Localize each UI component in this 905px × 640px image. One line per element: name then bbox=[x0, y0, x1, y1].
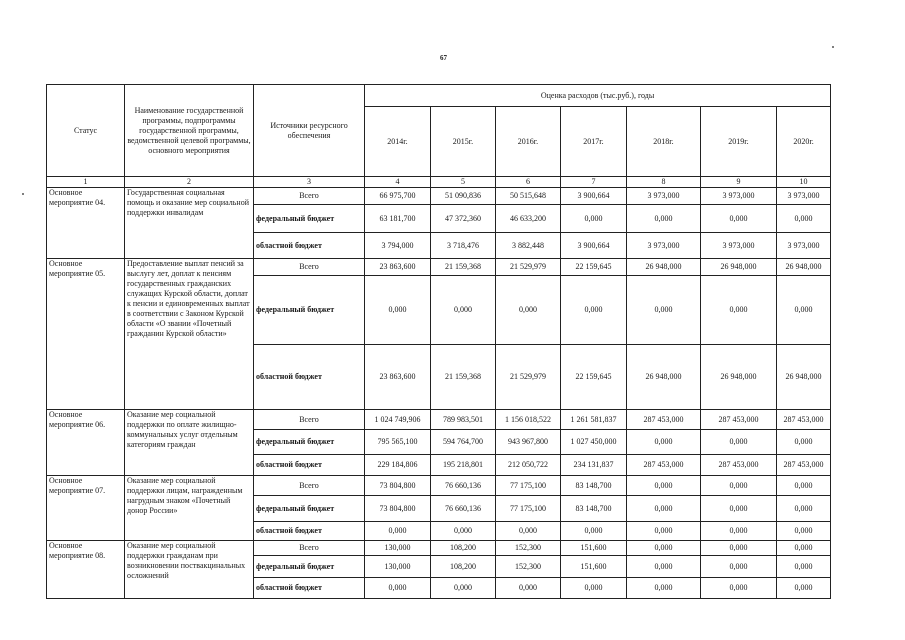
amount-cell: 0,000 bbox=[701, 430, 777, 455]
amount-cell: 0,000 bbox=[561, 522, 627, 541]
amount-cell: 234 131,837 bbox=[561, 455, 627, 476]
header-year: 2016г. bbox=[496, 107, 561, 177]
amount-cell: 287 453,000 bbox=[701, 410, 777, 430]
measure-status: Основное мероприятие 05. bbox=[47, 259, 125, 410]
amount-cell: 287 453,000 bbox=[627, 455, 701, 476]
funding-source: Всего bbox=[254, 259, 365, 276]
amount-cell: 26 948,000 bbox=[701, 259, 777, 276]
amount-cell: 73 804,800 bbox=[365, 476, 431, 496]
header-year: 2014г. bbox=[365, 107, 431, 177]
amount-cell: 76 660,136 bbox=[431, 476, 496, 496]
measure-name: Оказание мер социальной поддержки лицам, награжденным нагрудным знаком «Почетный донор России» bbox=[125, 476, 254, 541]
amount-cell: 21 159,368 bbox=[431, 345, 496, 410]
amount-cell: 66 975,700 bbox=[365, 188, 431, 205]
amount-cell: 63 181,700 bbox=[365, 205, 431, 233]
header-year: 2020г. bbox=[777, 107, 831, 177]
amount-cell: 26 948,000 bbox=[777, 345, 831, 410]
amount-cell: 21 159,368 bbox=[431, 259, 496, 276]
funding-source: областной бюджет bbox=[254, 233, 365, 259]
amount-cell: 83 148,700 bbox=[561, 496, 627, 522]
amount-cell: 22 159,645 bbox=[561, 259, 627, 276]
funding-source: Всего bbox=[254, 188, 365, 205]
funding-source: областной бюджет bbox=[254, 345, 365, 410]
amount-cell: 0,000 bbox=[777, 205, 831, 233]
funding-source: федеральный бюджет bbox=[254, 496, 365, 522]
amount-cell: 1 261 581,837 bbox=[561, 410, 627, 430]
funding-source: Всего bbox=[254, 476, 365, 496]
amount-cell: 1 027 450,000 bbox=[561, 430, 627, 455]
amount-cell: 0,000 bbox=[561, 578, 627, 599]
amount-cell: 108,200 bbox=[431, 541, 496, 556]
column-number: 9 bbox=[701, 177, 777, 188]
amount-cell: 3 882,448 bbox=[496, 233, 561, 259]
amount-cell: 0,000 bbox=[627, 522, 701, 541]
funding-source: областной бюджет bbox=[254, 522, 365, 541]
amount-cell: 3 973,000 bbox=[627, 188, 701, 205]
measure-status: Основное мероприятие 06. bbox=[47, 410, 125, 476]
amount-cell: 0,000 bbox=[627, 541, 701, 556]
table-row bbox=[47, 259, 831, 276]
header-status: Статус bbox=[47, 85, 125, 177]
scan-dot bbox=[832, 46, 834, 48]
amount-cell: 1 156 018,522 bbox=[496, 410, 561, 430]
amount-cell: 83 148,700 bbox=[561, 476, 627, 496]
amount-cell: 0,000 bbox=[701, 541, 777, 556]
amount-cell: 0,000 bbox=[777, 556, 831, 578]
funding-source: Всего bbox=[254, 410, 365, 430]
amount-cell: 0,000 bbox=[777, 430, 831, 455]
amount-cell: 21 529,979 bbox=[496, 345, 561, 410]
amount-cell: 0,000 bbox=[365, 276, 431, 345]
amount-cell: 3 973,000 bbox=[701, 233, 777, 259]
table-row bbox=[47, 476, 831, 496]
amount-cell: 26 948,000 bbox=[627, 259, 701, 276]
amount-cell: 0,000 bbox=[701, 496, 777, 522]
amount-cell: 287 453,000 bbox=[777, 455, 831, 476]
amount-cell: 3 718,476 bbox=[431, 233, 496, 259]
column-number: 7 bbox=[561, 177, 627, 188]
measure-status: Основное мероприятие 04. bbox=[47, 188, 125, 259]
measure-name: Оказание мер социальной поддержки гражданам при возникновении поствакцинальных осложнений bbox=[125, 541, 254, 599]
amount-cell: 287 453,000 bbox=[627, 410, 701, 430]
amount-cell: 22 159,645 bbox=[561, 345, 627, 410]
amount-cell: 0,000 bbox=[701, 556, 777, 578]
amount-cell: 0,000 bbox=[777, 578, 831, 599]
amount-cell: 77 175,100 bbox=[496, 496, 561, 522]
amount-cell: 3 973,000 bbox=[777, 188, 831, 205]
amount-cell: 0,000 bbox=[777, 476, 831, 496]
measure-status: Основное мероприятие 07. bbox=[47, 476, 125, 541]
amount-cell: 76 660,136 bbox=[431, 496, 496, 522]
amount-cell: 0,000 bbox=[365, 522, 431, 541]
amount-cell: 3 973,000 bbox=[701, 188, 777, 205]
amount-cell: 130,000 bbox=[365, 541, 431, 556]
amount-cell: 23 863,600 bbox=[365, 259, 431, 276]
amount-cell: 3 973,000 bbox=[627, 233, 701, 259]
amount-cell: 943 967,800 bbox=[496, 430, 561, 455]
header-year: 2015г. bbox=[431, 107, 496, 177]
column-number: 2 bbox=[125, 177, 254, 188]
amount-cell: 0,000 bbox=[496, 578, 561, 599]
funding-source: федеральный бюджет bbox=[254, 205, 365, 233]
header-name: Наименование государственной программы, подпрограммы государственной программы, ведомственной целевой программы, основного мероприятия bbox=[125, 85, 254, 177]
amount-cell: 795 565,100 bbox=[365, 430, 431, 455]
amount-cell: 594 764,700 bbox=[431, 430, 496, 455]
amount-cell: 0,000 bbox=[777, 496, 831, 522]
amount-cell: 0,000 bbox=[431, 578, 496, 599]
amount-cell: 151,600 bbox=[561, 541, 627, 556]
amount-cell: 0,000 bbox=[701, 522, 777, 541]
amount-cell: 0,000 bbox=[627, 205, 701, 233]
amount-cell: 46 633,200 bbox=[496, 205, 561, 233]
column-number: 3 bbox=[254, 177, 365, 188]
amount-cell: 0,000 bbox=[627, 430, 701, 455]
funding-source: федеральный бюджет bbox=[254, 430, 365, 455]
page-number: 67 bbox=[440, 54, 447, 62]
amount-cell: 0,000 bbox=[365, 578, 431, 599]
amount-cell: 26 948,000 bbox=[777, 259, 831, 276]
amount-cell: 0,000 bbox=[627, 496, 701, 522]
amount-cell: 73 804,800 bbox=[365, 496, 431, 522]
amount-cell: 152,300 bbox=[496, 556, 561, 578]
amount-cell: 0,000 bbox=[496, 276, 561, 345]
header-year: 2017г. bbox=[561, 107, 627, 177]
column-number: 4 bbox=[365, 177, 431, 188]
header-year: 2019г. bbox=[701, 107, 777, 177]
amount-cell: 789 983,501 bbox=[431, 410, 496, 430]
amount-cell: 0,000 bbox=[701, 205, 777, 233]
amount-cell: 23 863,600 bbox=[365, 345, 431, 410]
amount-cell: 195 218,801 bbox=[431, 455, 496, 476]
amount-cell: 0,000 bbox=[627, 556, 701, 578]
amount-cell: 0,000 bbox=[431, 276, 496, 345]
amount-cell: 0,000 bbox=[561, 205, 627, 233]
amount-cell: 0,000 bbox=[627, 578, 701, 599]
amount-cell: 1 024 749,906 bbox=[365, 410, 431, 430]
funding-source: областной бюджет bbox=[254, 578, 365, 599]
scan-dot bbox=[22, 193, 24, 195]
header-estimate: Оценка расходов (тыс.руб.), годы bbox=[365, 85, 831, 107]
header-year: 2018г. bbox=[627, 107, 701, 177]
amount-cell: 0,000 bbox=[496, 522, 561, 541]
amount-cell: 0,000 bbox=[431, 522, 496, 541]
amount-cell: 0,000 bbox=[701, 276, 777, 345]
amount-cell: 151,600 bbox=[561, 556, 627, 578]
column-number: 1 bbox=[47, 177, 125, 188]
column-number: 6 bbox=[496, 177, 561, 188]
funding-source: областной бюджет bbox=[254, 455, 365, 476]
amount-cell: 21 529,979 bbox=[496, 259, 561, 276]
amount-cell: 287 453,000 bbox=[777, 410, 831, 430]
amount-cell: 0,000 bbox=[777, 541, 831, 556]
amount-cell: 26 948,000 bbox=[627, 345, 701, 410]
amount-cell: 108,200 bbox=[431, 556, 496, 578]
table-row bbox=[47, 410, 831, 430]
measure-status: Основное мероприятие 08. bbox=[47, 541, 125, 599]
amount-cell: 47 372,360 bbox=[431, 205, 496, 233]
measure-name: Оказание мер социальной поддержки по оплате жилищно-коммунальных услуг отдельным категориям граждан bbox=[125, 410, 254, 476]
amount-cell: 3 900,664 bbox=[561, 233, 627, 259]
amount-cell: 3 794,000 bbox=[365, 233, 431, 259]
header-sources: Источники ресурсного обеспечения bbox=[254, 85, 365, 177]
amount-cell: 229 184,806 bbox=[365, 455, 431, 476]
amount-cell: 0,000 bbox=[701, 578, 777, 599]
column-number: 5 bbox=[431, 177, 496, 188]
funding-source: федеральный бюджет bbox=[254, 276, 365, 345]
amount-cell: 130,000 bbox=[365, 556, 431, 578]
amount-cell: 0,000 bbox=[777, 276, 831, 345]
amount-cell: 0,000 bbox=[701, 476, 777, 496]
amount-cell: 77 175,100 bbox=[496, 476, 561, 496]
amount-cell: 0,000 bbox=[627, 276, 701, 345]
column-number: 10 bbox=[777, 177, 831, 188]
amount-cell: 0,000 bbox=[777, 522, 831, 541]
measure-name: Предоставление выплат пенсий за выслугу лет, доплат к пенсиям государственных гражданских служащих Курской области, доплат к пенсии и единовременных выплат в соответствии с Законом Курской области «О звании «Почетный гражданин Курской области» bbox=[125, 259, 254, 410]
column-number: 8 bbox=[627, 177, 701, 188]
funding-source: Всего bbox=[254, 541, 365, 556]
amount-cell: 287 453,000 bbox=[701, 455, 777, 476]
amount-cell: 0,000 bbox=[627, 476, 701, 496]
amount-cell: 51 090,836 bbox=[431, 188, 496, 205]
table-row bbox=[47, 541, 831, 556]
amount-cell: 152,300 bbox=[496, 541, 561, 556]
budget-table bbox=[46, 84, 831, 599]
funding-source: федеральный бюджет bbox=[254, 556, 365, 578]
amount-cell: 50 515,648 bbox=[496, 188, 561, 205]
amount-cell: 3 900,664 bbox=[561, 188, 627, 205]
amount-cell: 3 973,000 bbox=[777, 233, 831, 259]
amount-cell: 0,000 bbox=[561, 276, 627, 345]
table-row bbox=[47, 188, 831, 205]
amount-cell: 212 050,722 bbox=[496, 455, 561, 476]
measure-name: Государственная социальная помощь и оказание мер социальной поддержки инвалидам bbox=[125, 188, 254, 259]
amount-cell: 26 948,000 bbox=[701, 345, 777, 410]
